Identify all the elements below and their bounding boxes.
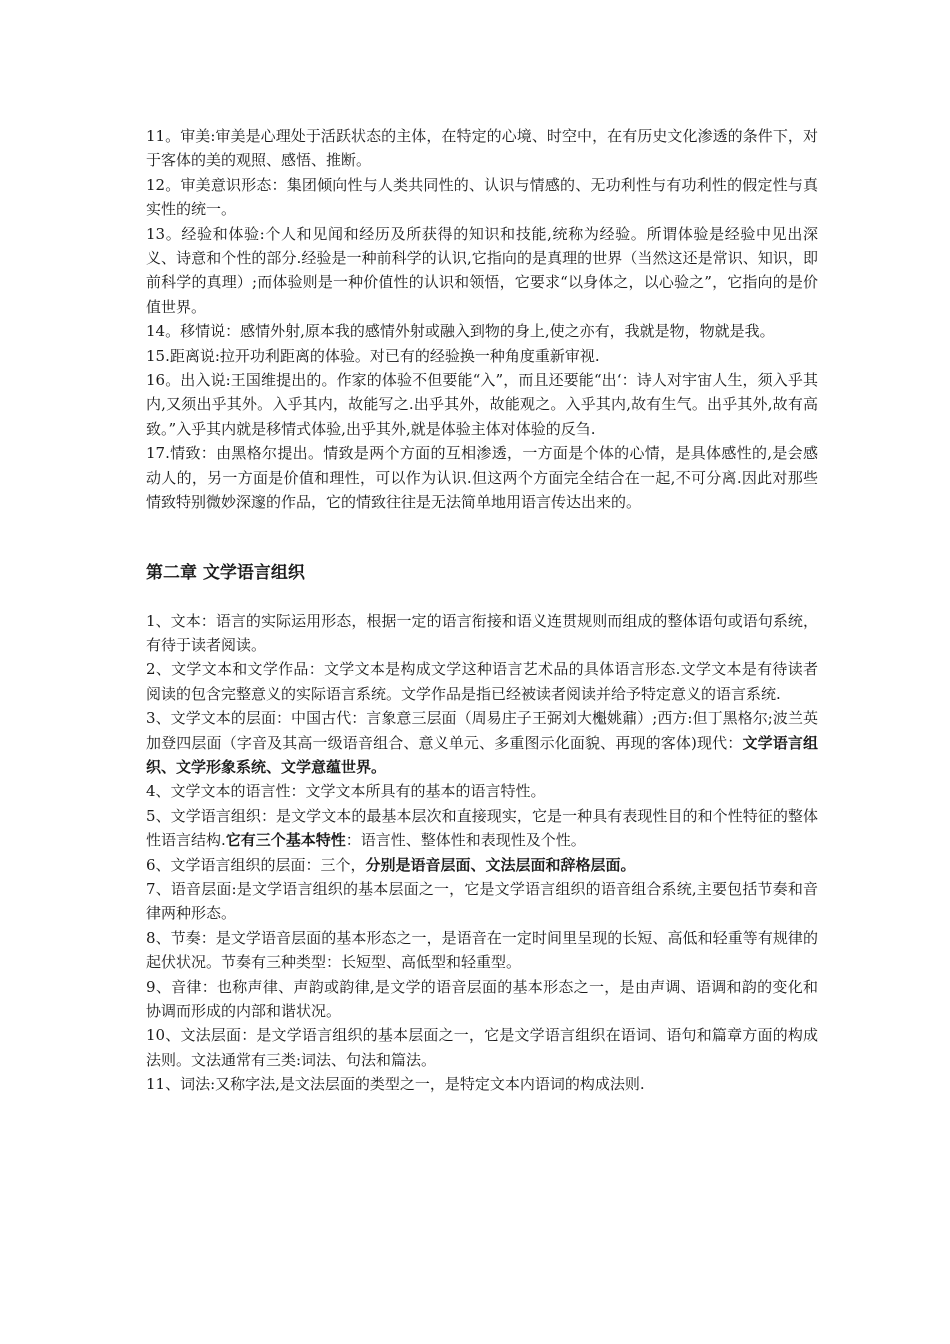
entry-6-bold: 分别是语音层面、文法层面和辞格层面。 [365,855,636,874]
entry-5-post: ：语言性、整体性和表现性及个性。 [345,831,586,850]
entry-6-pre: 6、文学语言组织的层面：三个， [146,855,366,874]
entry-15-distance: 15.距离说:拉开功利距离的体验。对已有的经验换一种角度重新审视. [146,346,600,365]
entry-6-levels [146,853,818,877]
entry-17-pathos: 17.情致：由黑格尔提出。情致是两个方面的互相渗透，一方面是个体的心情，是具体感性的,是会感动人的，另一方面是价值和理性，可以作为认识.但这两个方面完全结合在一起,不可分离.因此对那些情致特别微妙深邃的作品，它的情致往往是无法简单地用语言传达出来的。 [146,444,818,512]
entry-5-bold: 它有三个基本特性 [225,831,346,850]
entry-1-text: 1、文本：语言的实际运用形态，根据一定的语言衔接和语义连贯规则而组成的整体语句或语句系统，有待于读者阅读。 [146,611,818,654]
section-language-organization [146,609,818,1097]
document-page [146,124,818,1097]
section-gap [146,515,818,561]
section-aesthetics [146,124,818,515]
entry-8-rhythm: 8、节奏：是文学语音层面的基本形态之一，是语音在一定时间里呈现的长短、高低和轻重等有规律的起伏状况。节奏有三种类型：长短型、高低型和轻重型。 [146,928,818,972]
entry-11-morphology: 11、词法:又称字法,是文法层面的类型之一，是特定文本内语词的构成法则. [146,1075,645,1094]
entry-14-empathy: 14。移情说：感情外射,原本我的感情外射或融入到物的身上,使之亦有，我就是物，物就是我。 [146,322,775,341]
entry-3-text-levels [146,706,818,779]
entry-13-experience: 13。经验和体验:个人和见闻和经历及所获得的知识和技能,统称为经验。所谓体验是经验中见出深义、诗意和个性的部分.经验是一种前科学的认识,它指向的是真理的世界（当然这还是常识、知识，即前科学的真理）;而体验则是一种价值性的认识和领悟，它要求“以身体之，以心验之”，它指向的是价值世界。 [146,224,818,316]
entry-2-literary-text: 2、文学文本和文学作品：文学文本是构成文学这种语言艺术品的具体语言形态.文学文本是有待读者阅读的包含完整意义的实际语言系统。文学作品是指已经被读者阅读并给予特定意义的语言系统. [146,660,818,703]
entry-9-prosody: 9、音律：也称声律、声韵或韵律,是文学的语音层面的基本形态之一，是由声调、语调和韵的变化和协调而形成的内部和谐状况。 [146,977,818,1020]
entry-7-phonetic: 7、语音层面:是文学语言组织的基本层面之一，它是文学语言组织的语音组合系统,主要包括节奏和音律两种形态。 [146,879,818,923]
entry-3-pre: 3、文学文本的层面：中国古代：言象意三层面（周易庄子王弼刘大櫆姚鼐）;西方:但丁黑格尔;波兰英加登四层面（字音及其高一级语音组合、意义单元、多重图示化面貌、再现的客体)现代： [146,709,818,752]
entry-5-pre: 5、文学语言组织：是文学文本的最基本层次和直接现实，它是一种具有表现性目的和个性特征的整体性语言结构. [146,806,818,850]
entry-10-grammar: 10、文法层面：是文学语言组织的基本层面之一，它是文学语言组织在语词、语句和篇章方面的构成法则。文法通常有三类:词法、句法和篇法。 [146,1026,818,1069]
entry-4-linguistic: 4、文学文本的语言性：文学文本所具有的基本的语言特性。 [146,782,546,801]
chapter-title: 第二章 文学语言组织 [146,562,305,583]
entry-11-aesthetic: 11。审美:审美是心理处于活跃状态的主体，在特定的心境、时空中，在有历史文化渗透的条件下，对于客体的美的观照、感悟、推断。 [146,127,818,170]
entry-5-language-organization [146,804,818,853]
entry-12-aesthetic-ideology: 12。审美意识形态：集团倾向性与人类共同性的、认识与情感的、无功利性与有功利性的假定性与真实性的统一。 [146,175,818,219]
entry-3-bold: 文学语言组织、文学形象系统、文学意蕴世界。 [146,733,818,776]
entry-16-in-out: 16。出入说:王国维提出的。作家的体验不但要能“入”，而且还要能“出‘：诗人对宇宙人生，须入乎其内,又须出乎其外。入乎其内，故能写之.出乎其外，故能观之。入乎其内,故有生气。出乎其外,故有高致。”入乎其内就是移情式体验,出乎其外,就是体验主体对体验的反刍. [146,371,818,438]
